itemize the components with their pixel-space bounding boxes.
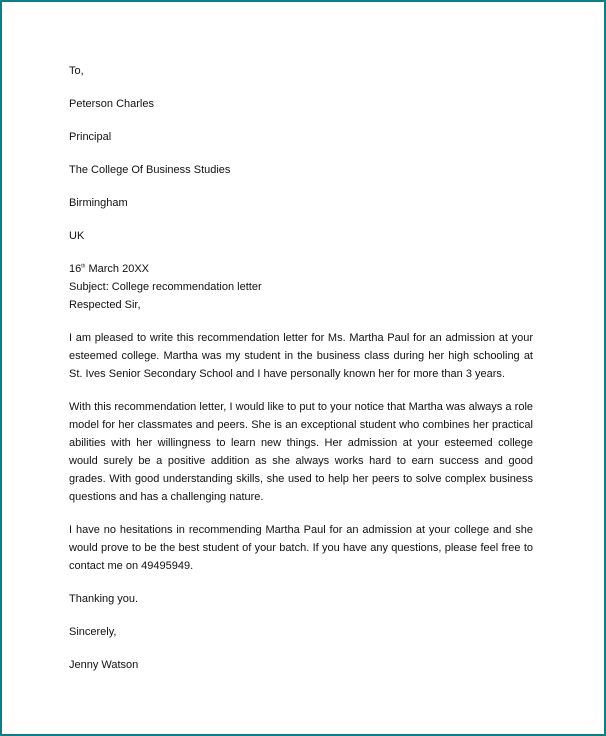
letter-subject: Subject: College recommendation letter [69,281,262,293]
signature-name: Jenny Watson [69,659,139,671]
thanks-line: Thanking you. [69,593,139,605]
institution-name: The College Of Business Studies [69,164,231,176]
letter-date [69,260,149,278]
date-rest: March 20XX [85,263,150,275]
paragraph-3: I have no hesitations in recommending Martha Paul for an admission at your college and she would prove to be the best student of your batch. If you have any questions, please feel free to contact me on 49495949. [69,524,533,572]
country: UK [69,230,85,242]
paragraph-1: I am pleased to write this recommendation letter for Ms. Martha Paul for an admission at your esteemed college. Martha was my student in the business class during her high schooling at St. Ives Senior Secondary School and I have personally known her for more than 3 years. [69,332,533,380]
date-day: 16 [69,263,82,275]
closing-line: Sincerely, [69,626,117,638]
paragraph-2: With this recommendation letter, I would like to put to your notice that Martha was always a role model for her classmates and peers. She is an exceptional student who combines her practical abilities with her willingness to learn new things. Her admission at your esteemed college would surely be a positive addition as she always works hard to earn success and good grades. With good understanding skills, she used to help her peers to solve complex business questions and has a challenging nature. [69,401,533,503]
city: Birmingham [69,197,128,209]
greeting: Respected Sir, [69,299,141,311]
salutation-to: To, [69,65,84,77]
recipient-name: Peterson Charles [69,98,154,110]
recipient-title: Principal [69,131,112,143]
date-suffix: th [81,263,86,270]
